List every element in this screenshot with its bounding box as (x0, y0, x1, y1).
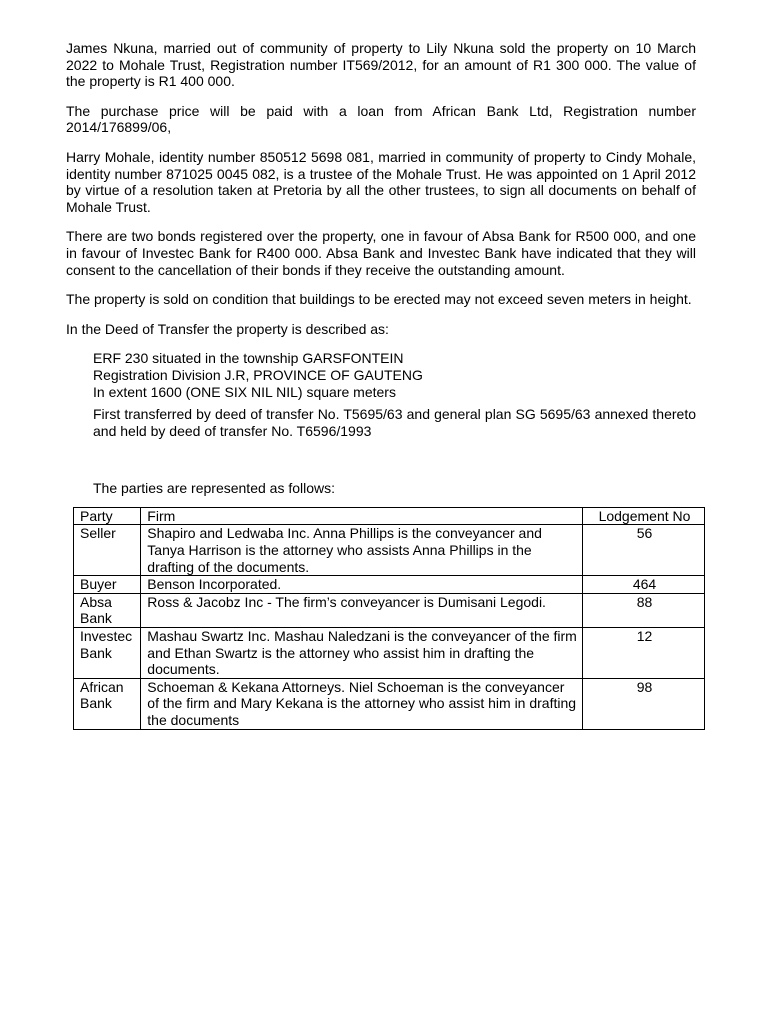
table-row (74, 593, 705, 627)
party-cell: Investec Bank (74, 628, 141, 679)
paragraph-bonds: There are two bonds registered over the property, one in favour of Absa Bank for R500 000, and one in favour of Investec Bank for R400 000. Absa Bank and Investec Bank have indicated that they will consent to the cancellation of their bonds if they receive the outstanding amount. (66, 228, 696, 278)
parties-table (73, 507, 705, 730)
paragraph-trustee: Harry Mohale, identity number 850512 5698 081, married in community of property to Cindy Mohale, identity number 871025 0045 082, is a trustee of the Mohale Trust. He was appointed on 1 April 2012 by virtue of a resolution taken at Pretoria by all the other trustees, to sign all documents on behalf of Mohale Trust. (66, 148, 696, 215)
paragraph-loan: The purchase price will be paid with a loan from African Bank Ltd, Registration number 2014/176899/06, (66, 102, 696, 136)
lodgement-cell: 88 (582, 593, 704, 627)
header-lodgement: Lodgement No (582, 507, 704, 525)
paragraph-deed-intro: In the Deed of Transfer the property is described as: (66, 320, 389, 337)
firm-cell: Mashau Swartz Inc. Mashau Naledzani is the conveyancer of the firm and Ethan Swartz is the attorney who assist him in drafting the documents. (141, 628, 583, 679)
property-extent-line: In extent 1600 (ONE SIX NIL NIL) square meters (93, 383, 396, 400)
table-row (74, 628, 705, 679)
table-row (74, 525, 705, 576)
property-description-lines (93, 350, 696, 400)
parties-intro: The parties are represented as follows: (93, 480, 336, 497)
table-row (74, 678, 705, 729)
lodgement-cell: 56 (582, 525, 704, 576)
paragraph-sale-details: James Nkuna, married out of community of property to Lily Nkuna sold the property on 10 March 2022 to Mohale Trust, Registration number IT569/2012, for an amount of R1 300 000. The value of the property is R1 400 000. (66, 40, 696, 90)
table-header-row (74, 507, 705, 525)
property-description (93, 350, 696, 439)
firm-cell: Shapiro and Ledwaba Inc. Anna Phillips is the conveyancer and Tanya Harrison is the attorney who assists Anna Phillips in the drafting of the documents. (141, 525, 583, 576)
lodgement-cell: 12 (582, 628, 704, 679)
document-page (66, 40, 696, 730)
party-cell: African Bank (74, 678, 141, 729)
paragraph-condition: The property is sold on condition that buildings to be erected may not exceed seven meters in height. (66, 291, 692, 308)
party-cell: Absa Bank (74, 593, 141, 627)
firm-cell: Schoeman & Kekana Attorneys. Niel Schoeman is the conveyancer of the firm and Mary Kekana is the attorney who assist him in drafting the documents (141, 678, 583, 729)
header-party: Party (74, 507, 141, 525)
property-erf-line: ERF 230 situated in the township GARSFONTEIN (93, 350, 404, 367)
firm-cell: Ross & Jacobz Inc - The firm’s conveyancer is Dumisani Legodi. (141, 593, 583, 627)
party-cell: Buyer (74, 576, 141, 594)
party-cell: Seller (74, 525, 141, 576)
property-transfer-note: First transferred by deed of transfer No. T5695/63 and general plan SG 5695/63 annexed thereto and held by deed of transfer No. T6596/1993 (93, 406, 696, 439)
header-firm: Firm (141, 507, 583, 525)
lodgement-cell: 98 (582, 678, 704, 729)
table-row (74, 576, 705, 594)
lodgement-cell: 464 (582, 576, 704, 594)
firm-cell: Benson Incorporated. (141, 576, 583, 594)
property-division-line: Registration Division J.R, PROVINCE OF GAUTENG (93, 366, 423, 383)
